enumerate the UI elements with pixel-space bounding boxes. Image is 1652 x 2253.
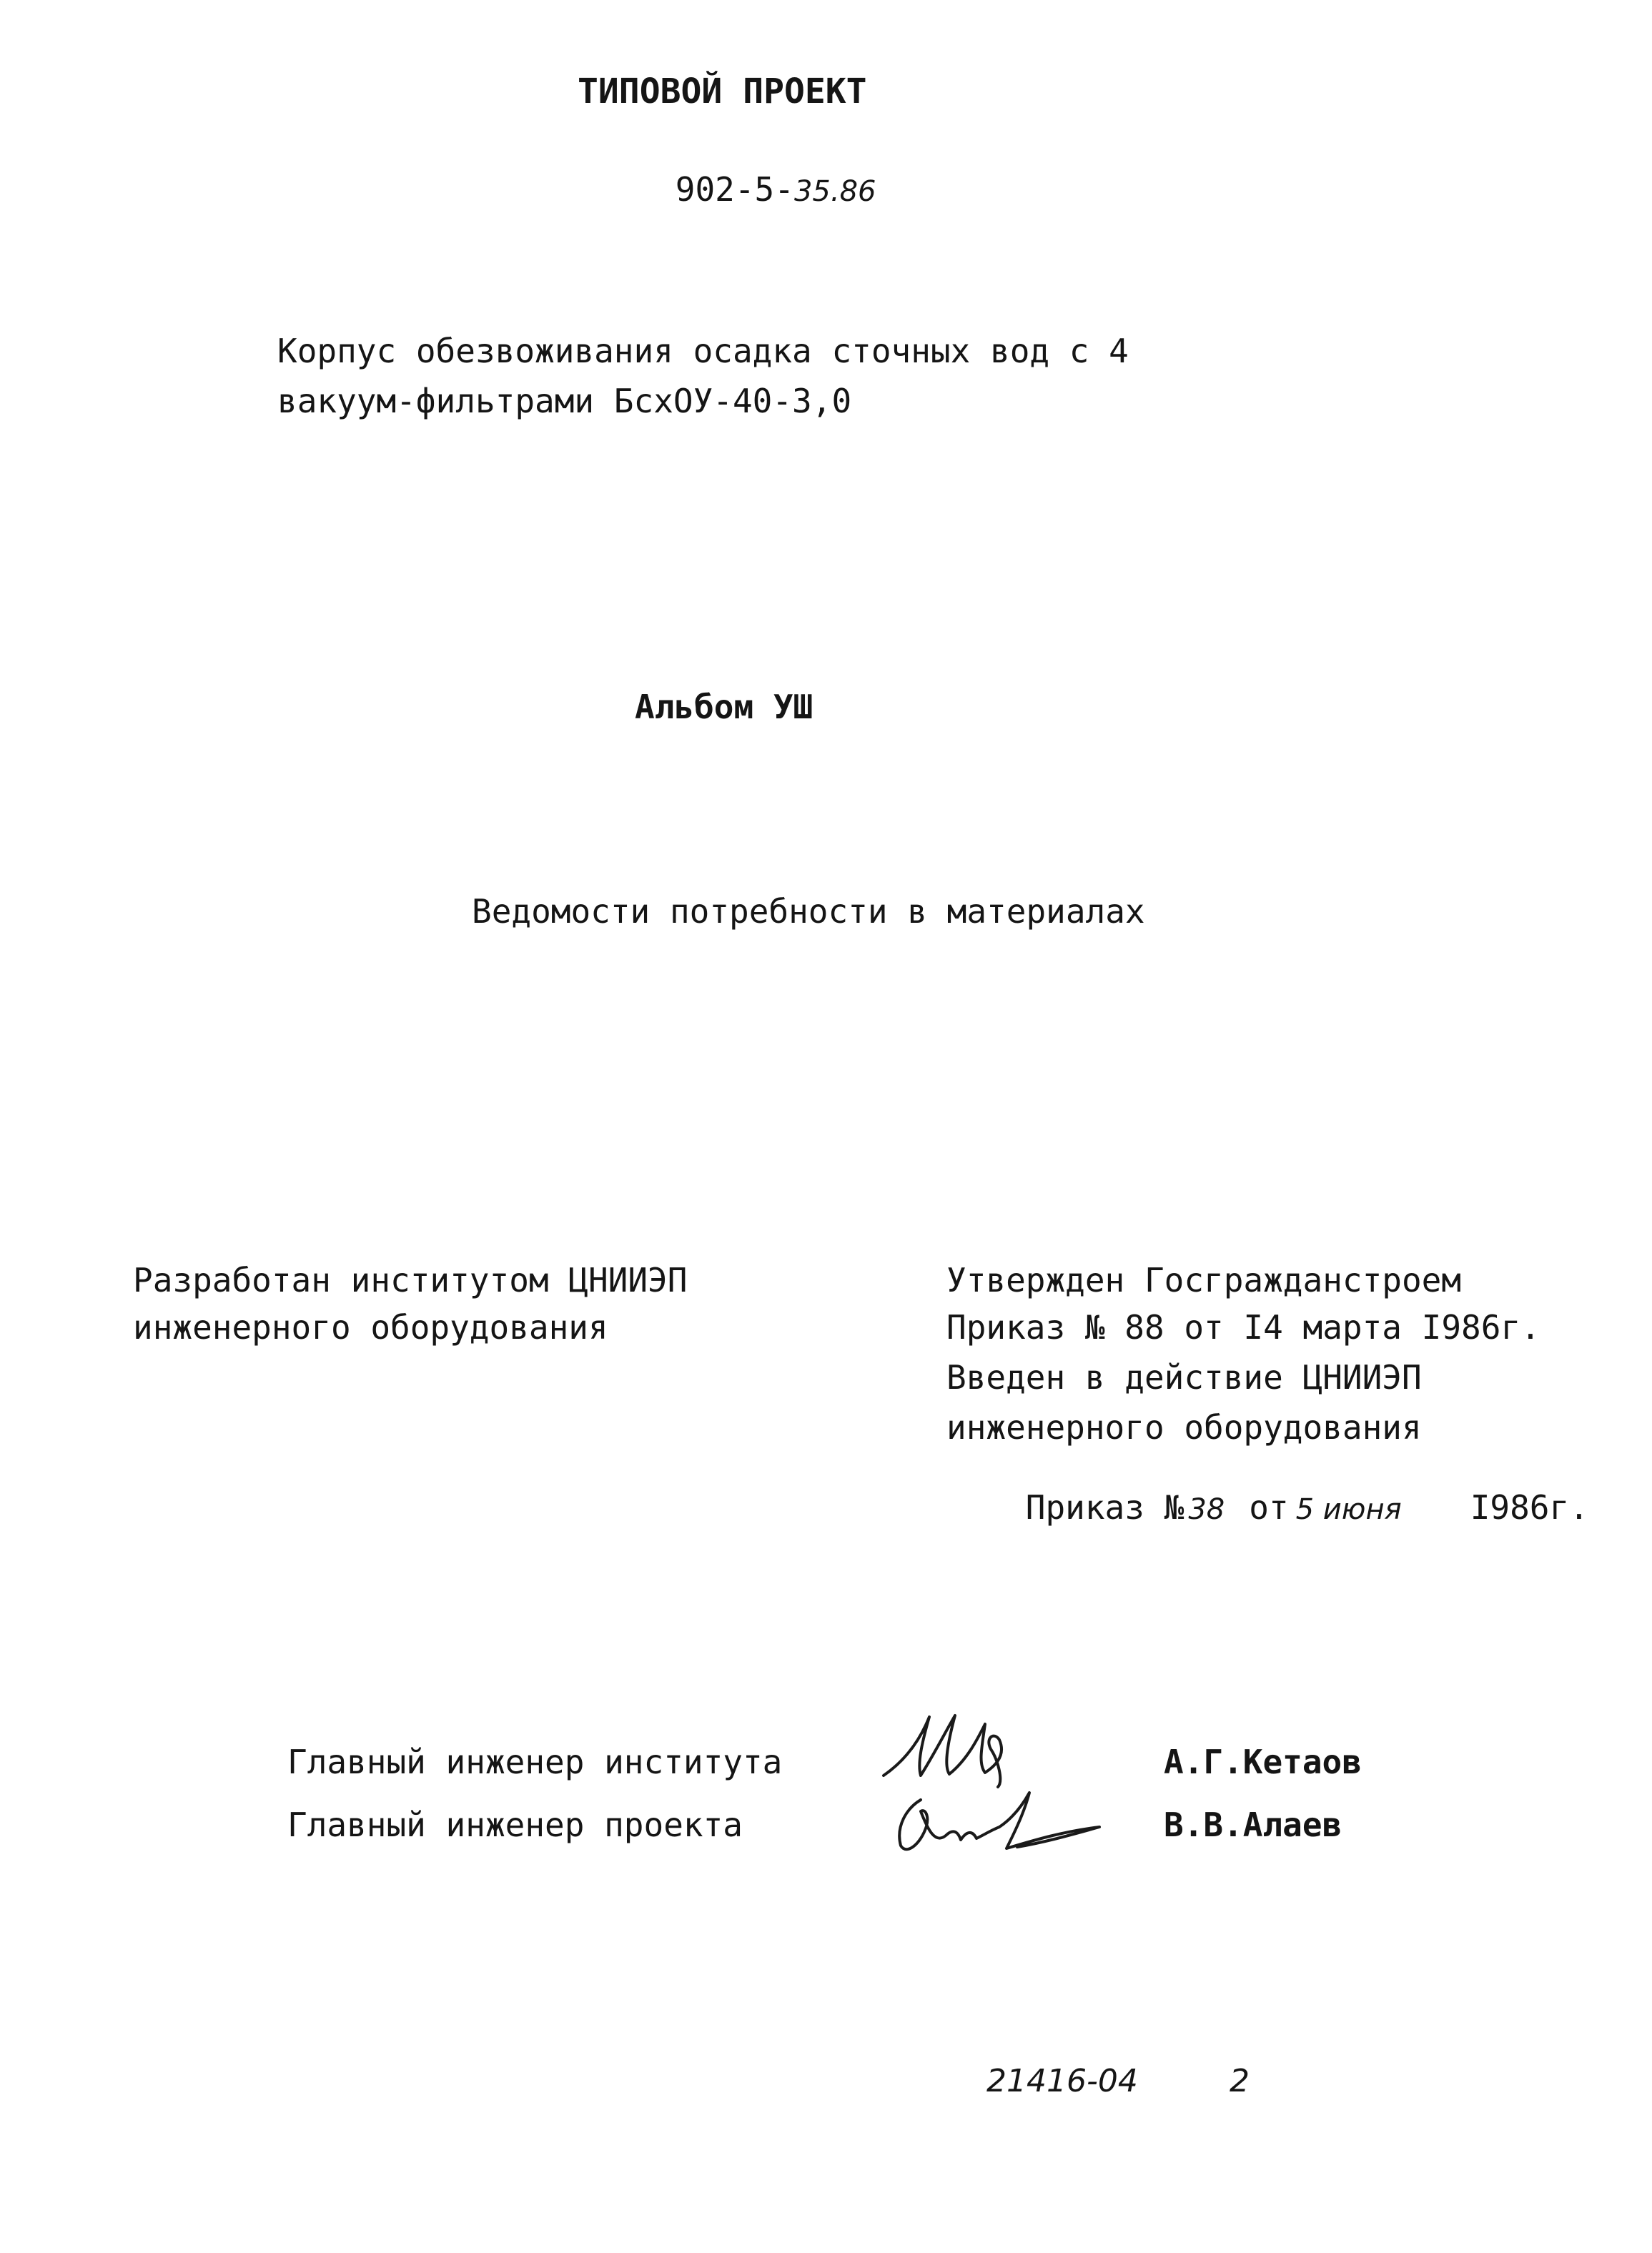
chief-engineer-project-role: Главный инженер проекта — [287, 1806, 743, 1844]
chief-engineer-institute-name: А.Г.Кетаов — [1164, 1743, 1362, 1781]
chief-engineer-institute-role: Главный инженер института — [287, 1743, 783, 1781]
developer-line-1: Разработан институтом ЦНИИЭП — [133, 1261, 688, 1299]
project-number-suffix: 35.86 — [793, 175, 876, 208]
project-type-title: ТИПОВОЙ ПРОЕКТ — [578, 71, 867, 112]
developer-line-2: инженерного оборудования — [133, 1308, 608, 1347]
approval-order-from: от — [1249, 1488, 1289, 1527]
approval-line-4: инженерного оборудования — [946, 1408, 1422, 1447]
album-number: Альбом УШ — [635, 688, 813, 726]
document-code: 21416-04 — [986, 2063, 1138, 2099]
signature-chief-engineer-institute — [878, 1710, 1092, 1788]
approval-line-2: Приказ № 88 от I4 марта I986г. — [946, 1308, 1540, 1347]
project-number-prefix: 902-5- — [675, 170, 794, 209]
signature-chief-engineer-project — [892, 1787, 1128, 1858]
approval-order-date: 5 июня — [1295, 1493, 1402, 1526]
subject-line-1: Корпус обезвоживания осадка сточных вод с 4 — [277, 332, 1129, 370]
page-number: 2 — [1230, 2063, 1250, 2099]
album-contents-title: Ведомости потребности в материалах — [472, 892, 1145, 931]
project-number — [596, 140, 876, 239]
approval-order-line — [946, 1458, 1589, 1557]
chief-engineer-project-name: В.В.Алаев — [1164, 1806, 1342, 1844]
subject-line-2: вакуум-фильтрами БсхОУ-40-3,0 — [277, 382, 852, 420]
approval-order-number: 38 — [1188, 1493, 1225, 1526]
approval-order-year: I986г. — [1470, 1488, 1589, 1527]
approval-order-prefix: Приказ № — [1025, 1488, 1184, 1527]
approval-line-3: Введен в действие ЦНИИЭП — [946, 1358, 1422, 1397]
approval-line-1: Утвержден Госгражданстроем — [946, 1261, 1462, 1299]
